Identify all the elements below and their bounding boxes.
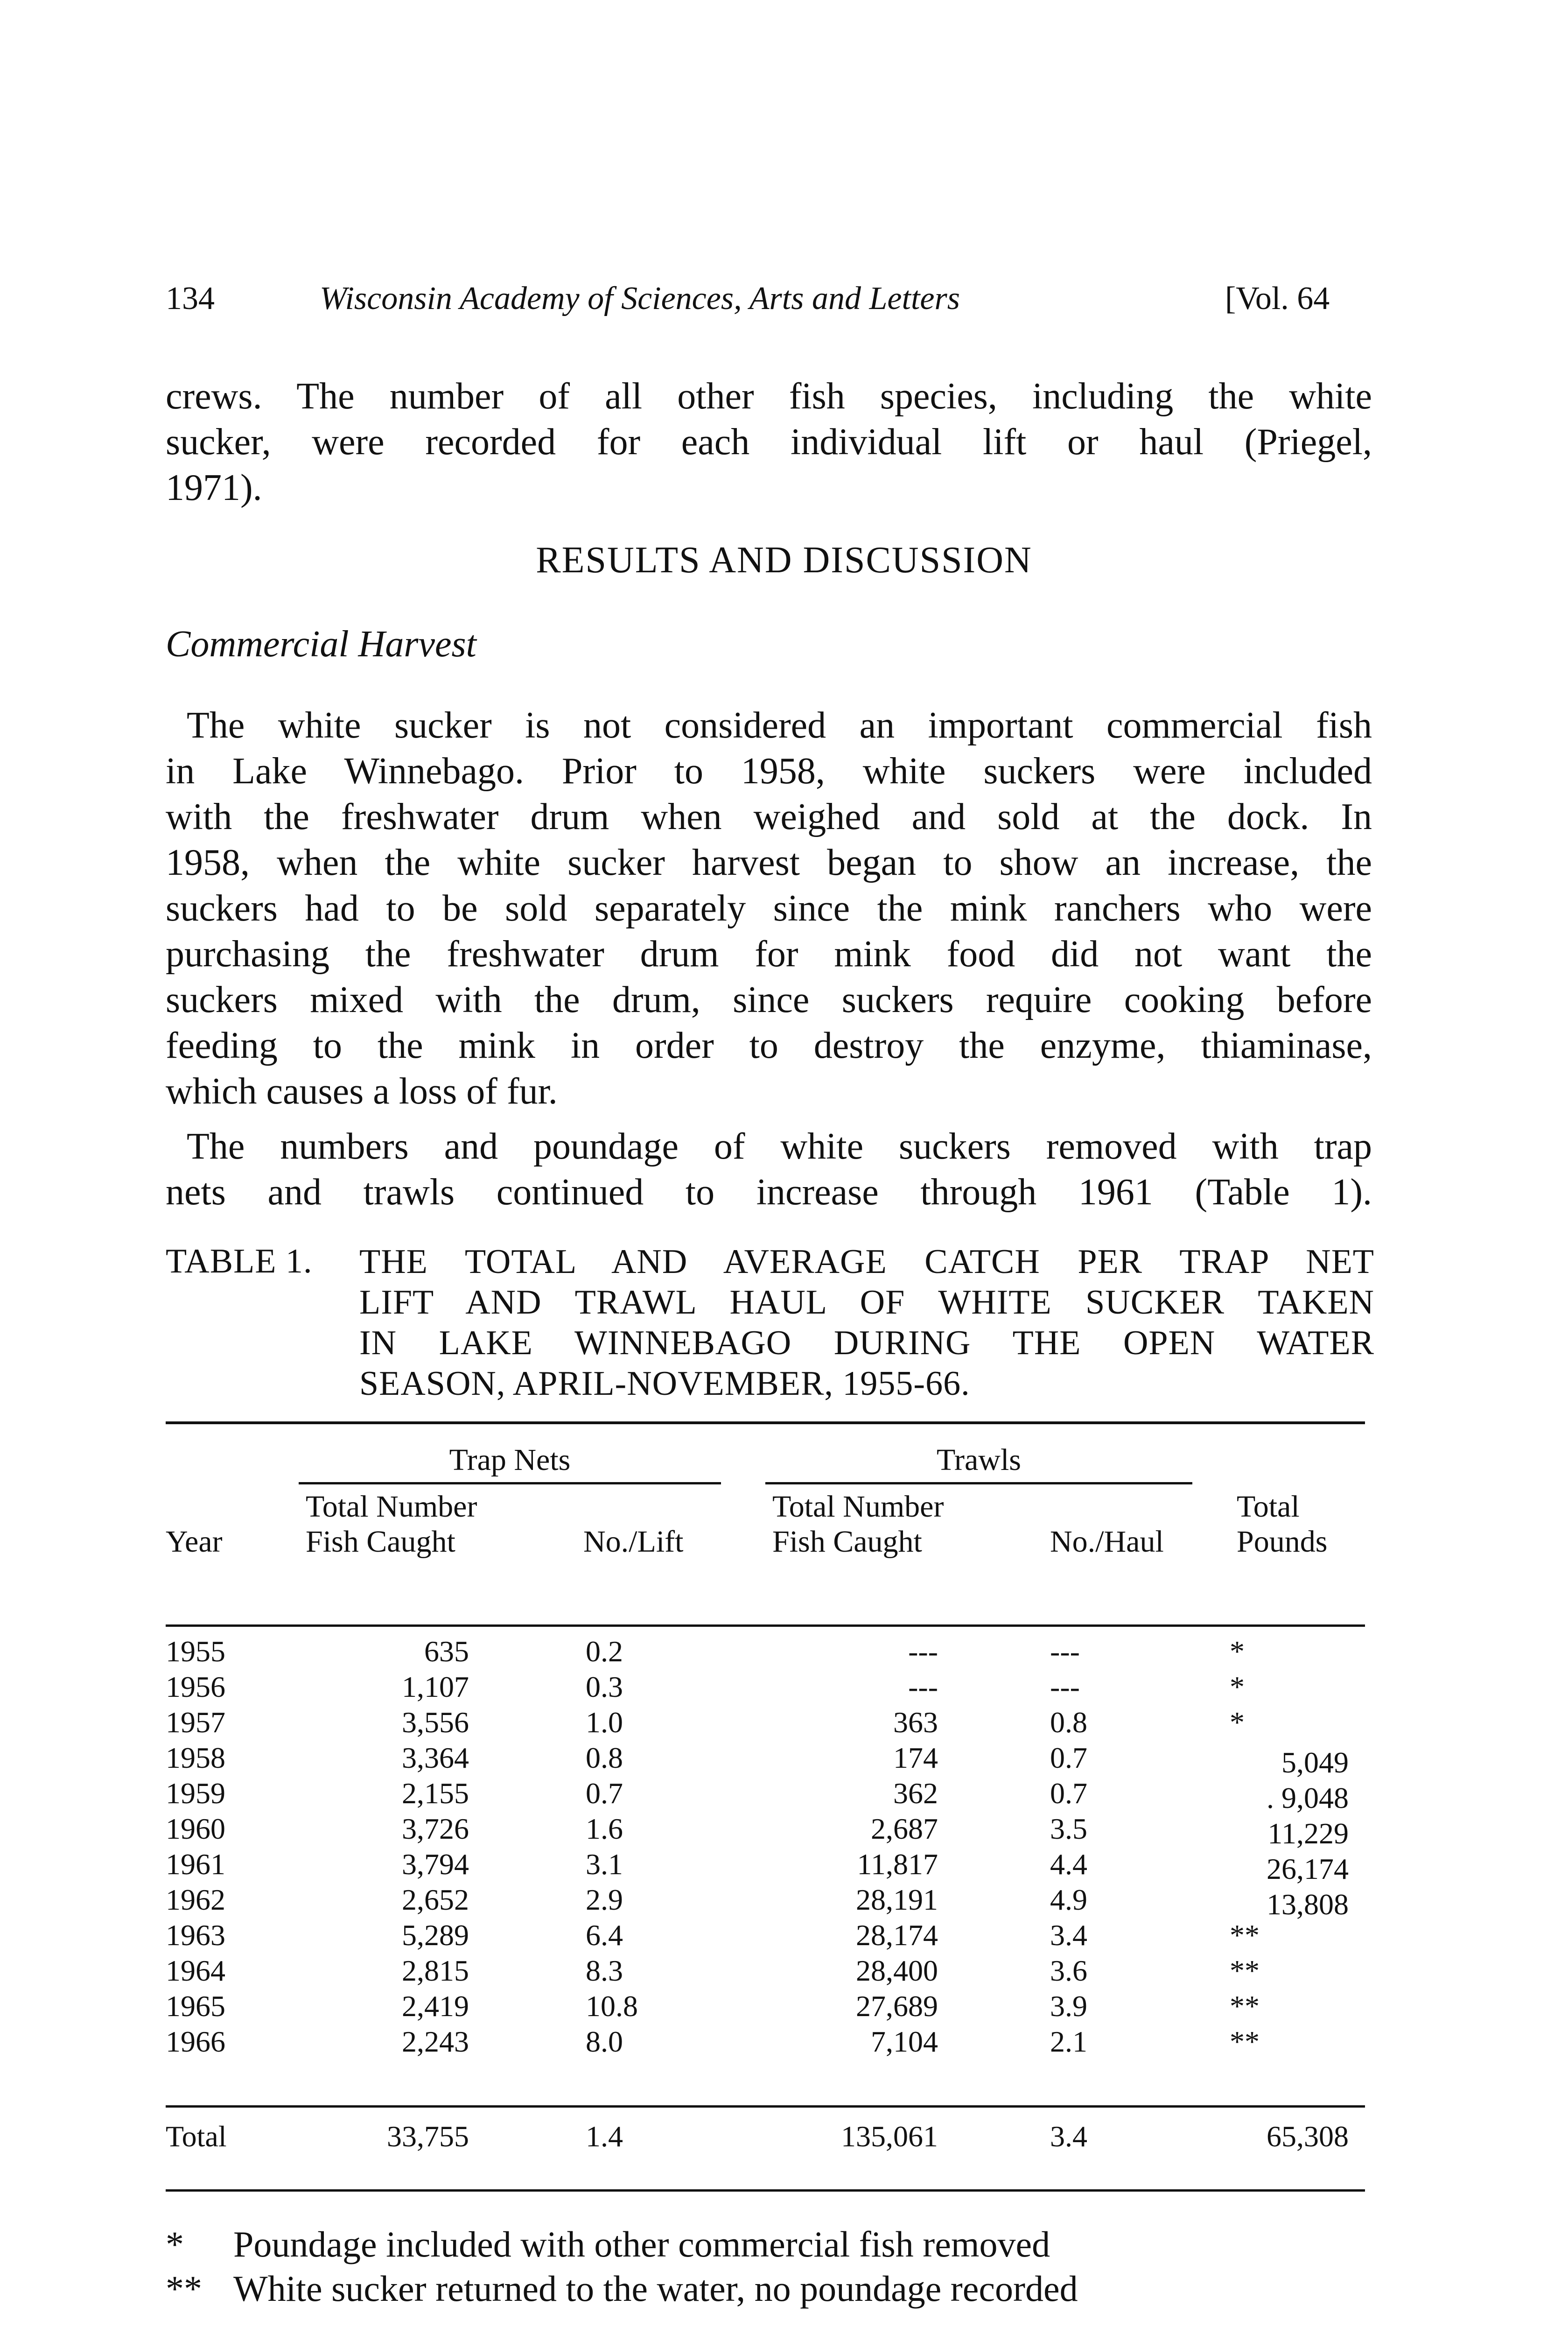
cell-trawl-total: 2,687 — [871, 1812, 938, 1845]
cell-trap-lift: 0.7 — [586, 1777, 623, 1810]
cell-trawl-total: 28,400 — [856, 1954, 938, 1987]
text-line: suckers had to be sold separately since the mink ranchers who were — [166, 888, 1372, 929]
cell-trawl-total: --- — [908, 1670, 938, 1703]
paragraph-commercial-harvest — [166, 703, 1372, 1114]
cell-trap-total: 2,652 — [402, 1883, 469, 1916]
footnote — [166, 2266, 1078, 2311]
cell-trawl-total: 363 — [893, 1706, 938, 1739]
caption-line: IN LAKE WINNEBAGO DURING THE OPEN WATER — [359, 1324, 1374, 1362]
total-trap-total: 33,755 — [387, 2120, 469, 2153]
intro-paragraph — [166, 373, 1372, 511]
col-header-pounds: Total — [1237, 1490, 1300, 1524]
col-trap-lift — [586, 1634, 638, 2060]
cell-pounds: 11,229 — [1267, 1817, 1349, 1850]
header-bottom-rule — [166, 1624, 1365, 1627]
text-line: purchasing the freshwater drum for mink food did not want the — [166, 934, 1372, 975]
cell-trap-total: 1,107 — [402, 1670, 469, 1703]
cell-trap-lift: 1.6 — [586, 1812, 623, 1845]
cell-pounds: * — [1230, 1706, 1245, 1739]
col-header-trap-lift: No./Lift — [583, 1525, 684, 1559]
cell-trap-lift: 0.8 — [586, 1741, 623, 1774]
trap-nets-group-header: Trap Nets — [449, 1443, 571, 1477]
trawls-group-rule — [765, 1482, 1192, 1484]
cell-trap-total: 2,815 — [402, 1954, 469, 1987]
total-trap-lift: 1.4 — [586, 2120, 623, 2153]
text-line: sucker, were recorded for each individual lift or haul (Priegel, — [166, 422, 1372, 463]
cell-trap-total: 3,794 — [402, 1848, 469, 1881]
col-trap-total — [327, 1634, 469, 2060]
cell-trap-total: 635 — [424, 1635, 469, 1668]
footnote-mark: ** — [166, 2268, 202, 2309]
table-top-rule — [166, 1421, 1365, 1424]
cell-trawl-haul: 0.8 — [1050, 1706, 1087, 1739]
total-pounds: 65,308 — [1267, 2120, 1349, 2153]
trawls-group-header: Trawls — [937, 1443, 1021, 1477]
page-number: 134 — [166, 281, 215, 316]
col-header-pounds-2: Pounds — [1237, 1525, 1328, 1559]
cell-year: 1960 — [166, 1812, 225, 1845]
total-trawl-total: 135,061 — [841, 2120, 938, 2153]
cell-pounds: 26,174 — [1267, 1852, 1349, 1885]
cell-year: 1961 — [166, 1848, 225, 1881]
cell-trawl-haul: 3.9 — [1050, 1990, 1087, 2023]
cell-year: 1955 — [166, 1635, 225, 1668]
cell-trap-lift: 10.8 — [586, 1990, 638, 2023]
cell-year: 1958 — [166, 1741, 225, 1774]
cell-trap-total: 2,155 — [402, 1777, 469, 1810]
cell-pounds: ** — [1230, 2025, 1260, 2058]
cell-trap-lift: 2.9 — [586, 1883, 623, 1916]
cell-trawl-haul: 0.7 — [1050, 1741, 1087, 1774]
cell-trawl-haul: 3.4 — [1050, 1919, 1087, 1952]
cell-trap-lift: 8.0 — [586, 2025, 623, 2058]
col-header-year: Year — [166, 1525, 223, 1559]
cell-trawl-total: 11,817 — [857, 1848, 938, 1881]
cell-trawl-haul: 3.6 — [1050, 1954, 1087, 1987]
table-footnotes — [166, 2222, 1078, 2311]
text-line: feeding to the mink in order to destroy the enzyme, thiaminase, — [166, 1025, 1372, 1066]
cell-trap-lift: 3.1 — [586, 1848, 623, 1881]
cell-trawl-haul: 3.5 — [1050, 1812, 1087, 1845]
text-line: in Lake Winnebago. Prior to 1958, white suckers were included — [166, 751, 1372, 792]
col-header-trap-total-2: Fish Caught — [306, 1525, 455, 1559]
cell-trawl-haul: --- — [1050, 1670, 1080, 1703]
cell-pounds: * — [1230, 1670, 1245, 1703]
cell-trap-total: 3,364 — [402, 1741, 469, 1774]
cell-trap-total: 2,419 — [402, 1990, 469, 2023]
cell-pounds: ** — [1230, 1919, 1260, 1952]
cell-year: 1957 — [166, 1706, 225, 1739]
text-line: nets and trawls continued to increase through 1961 (Table 1). — [166, 1172, 1372, 1213]
cell-trap-lift: 1.0 — [586, 1706, 623, 1739]
paragraph-table-reference — [166, 1124, 1372, 1215]
total-top-rule — [166, 2105, 1365, 2108]
col-header-trap-total: Total Number — [306, 1490, 477, 1524]
total-row-label: Total — [166, 2120, 227, 2153]
col-header-trawl-total: Total Number — [772, 1490, 944, 1524]
cell-year: 1962 — [166, 1883, 225, 1916]
cell-trawl-total: 28,191 — [856, 1883, 938, 1916]
cell-trap-lift: 0.2 — [586, 1635, 623, 1668]
caption-line: THE TOTAL AND AVERAGE CATCH PER TRAP NET — [359, 1243, 1374, 1281]
table-caption-label: TABLE 1. — [166, 1242, 313, 1280]
cell-trawl-total: 27,689 — [856, 1990, 938, 2023]
cell-trap-total: 3,556 — [402, 1706, 469, 1739]
cell-year: 1966 — [166, 2025, 225, 2058]
text-line: which causes a loss of fur. — [166, 1071, 558, 1112]
cell-pounds: ** — [1230, 1954, 1260, 1987]
cell-year: 1956 — [166, 1670, 225, 1703]
col-trawl-haul — [1050, 1634, 1087, 2060]
cell-trap-total: 2,243 — [402, 2025, 469, 2058]
text-line: 1958, when the white sucker harvest began to show an increase, the — [166, 842, 1372, 883]
text-line: The numbers and poundage of white suckers removed with trap — [187, 1126, 1372, 1167]
cell-trap-lift: 0.3 — [586, 1670, 623, 1703]
journal-title: Wisconsin Academy of Sciences, Arts and Letters — [320, 281, 960, 316]
volume-label: [Vol. 64 — [1225, 281, 1330, 316]
cell-trawl-total: 362 — [893, 1777, 938, 1810]
table-bottom-rule — [166, 2189, 1365, 2192]
cell-trap-lift: 8.3 — [586, 1954, 623, 1987]
text-line: crews. The number of all other fish species, including the white — [166, 376, 1372, 417]
cell-pounds: 13,808 — [1267, 1888, 1349, 1921]
col-trawl-total — [803, 1634, 938, 2060]
col-header-trawl-haul: No./Haul — [1050, 1525, 1164, 1559]
cell-trawl-total: --- — [908, 1635, 938, 1668]
trap-nets-group-rule — [299, 1482, 721, 1484]
text-line: with the freshwater drum when weighed and sold at the dock. In — [166, 796, 1372, 837]
table-caption — [359, 1242, 1374, 1404]
col-pounds — [1213, 1634, 1349, 2060]
caption-line: SEASON, APRIL-NOVEMBER, 1955-66. — [359, 1364, 970, 1403]
subsection-heading: Commercial Harvest — [166, 624, 476, 665]
cell-trawl-haul: 0.7 — [1050, 1777, 1087, 1810]
text-line: 1971). — [166, 467, 262, 508]
text-line: suckers mixed with the drum, since suckers require cooking before — [166, 979, 1372, 1020]
cell-trawl-haul: --- — [1050, 1635, 1080, 1668]
cell-year: 1964 — [166, 1954, 225, 1987]
caption-line: LIFT AND TRAWL HAUL OF WHITE SUCKER TAKEN — [359, 1283, 1374, 1322]
col-header-trawl-total-2: Fish Caught — [772, 1525, 922, 1559]
cell-year: 1963 — [166, 1919, 225, 1952]
cell-trawl-total: 28,174 — [856, 1919, 938, 1952]
col-year — [166, 1634, 225, 2060]
cell-trawl-total: 7,104 — [871, 2025, 938, 2058]
cell-trap-total: 3,726 — [402, 1812, 469, 1845]
cell-pounds: ** — [1230, 1990, 1260, 2023]
cell-year: 1965 — [166, 1990, 225, 2023]
text-line: The white sucker is not considered an important commercial fish — [187, 705, 1372, 746]
total-trawl-haul: 3.4 — [1050, 2120, 1087, 2153]
cell-trawl-haul: 2.1 — [1050, 2025, 1087, 2058]
cell-year: 1959 — [166, 1777, 225, 1810]
footnote — [166, 2222, 1078, 2266]
cell-trawl-haul: 4.4 — [1050, 1848, 1087, 1881]
footnote-mark: * — [166, 2224, 184, 2264]
cell-pounds: 5,049 — [1281, 1746, 1349, 1779]
cell-pounds: . 9,048 — [1267, 1781, 1349, 1814]
cell-trap-total: 5,289 — [402, 1919, 469, 1952]
cell-trap-lift: 6.4 — [586, 1919, 623, 1952]
cell-trawl-haul: 4.9 — [1050, 1883, 1087, 1916]
section-heading: RESULTS AND DISCUSSION — [536, 540, 1032, 581]
cell-trawl-total: 174 — [893, 1741, 938, 1774]
cell-pounds: * — [1230, 1635, 1245, 1668]
footnote-text: White sucker returned to the water, no poundage recorded — [233, 2268, 1078, 2309]
footnote-text: Poundage included with other commercial fish removed — [233, 2224, 1050, 2264]
